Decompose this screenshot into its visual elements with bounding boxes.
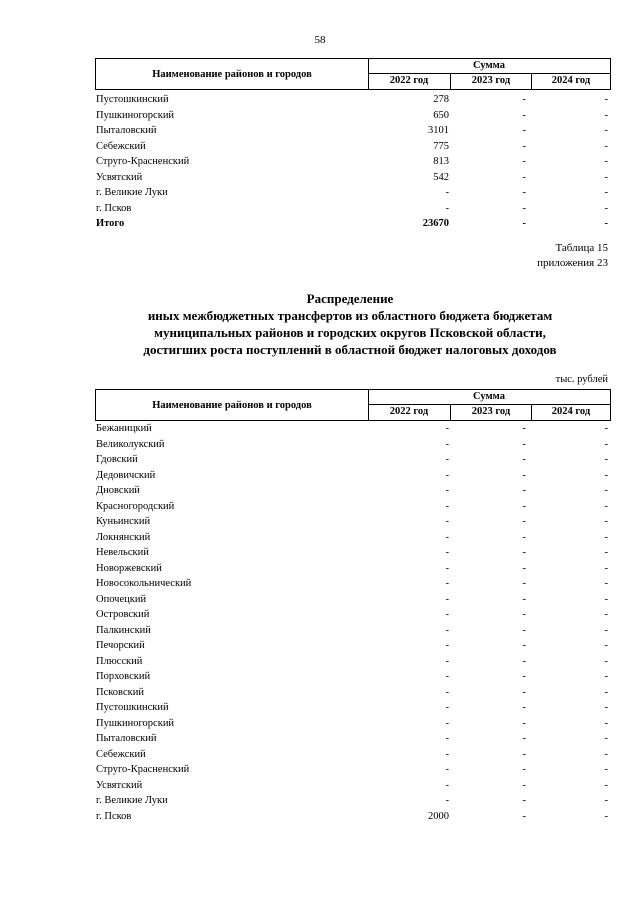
table-row	[96, 685, 610, 701]
value-2023: -	[522, 423, 526, 434]
row-name: Себежский	[96, 748, 146, 760]
table1-col-2023: 2023 год	[451, 74, 532, 89]
value-2024: -	[604, 171, 608, 183]
value-2023: -	[522, 640, 526, 651]
row-name: Пыталовский	[96, 733, 157, 744]
value-2024: -	[604, 438, 608, 450]
value-2023: -	[522, 795, 526, 806]
value-2023: -	[522, 469, 526, 481]
value-2023: -	[522, 125, 526, 136]
table-note-number: Таблица 15	[555, 242, 608, 254]
value-2024: -	[604, 218, 608, 229]
value-2023: -	[522, 547, 526, 558]
title-line: достигших роста поступлений в областной бюджет налоговых доходов	[143, 342, 557, 357]
value-2024: -	[604, 624, 608, 636]
value-2024: -	[604, 423, 608, 434]
table-row	[96, 700, 610, 716]
row-name: г. Великие Луки	[96, 187, 168, 198]
value-2022: -	[445, 609, 449, 620]
row-name: Пустошкинский	[96, 702, 169, 713]
value-2024: -	[604, 702, 608, 713]
value-2023: -	[522, 593, 526, 605]
value-2023: -	[522, 485, 526, 496]
value-2022: -	[445, 562, 449, 574]
row-name: Порховский	[96, 671, 151, 682]
value-2022: -	[445, 593, 449, 605]
table-row	[96, 92, 610, 108]
value-2022: -	[445, 547, 449, 558]
value-2022: -	[445, 655, 449, 667]
page-number: 58	[314, 34, 326, 46]
table-row	[96, 483, 610, 499]
value-2024: -	[604, 671, 608, 682]
table-row	[96, 108, 610, 124]
value-2022: 278	[433, 94, 449, 105]
table-row	[96, 592, 610, 608]
table2-header	[95, 389, 611, 421]
row-name: Усвятский	[96, 779, 143, 791]
value-2023: -	[522, 202, 526, 214]
value-2023: -	[522, 764, 526, 775]
total-row	[96, 216, 610, 232]
value-2022: -	[445, 640, 449, 651]
table-row	[96, 185, 610, 201]
row-name: Пустошкинский	[96, 94, 169, 105]
value-2022: 3101	[428, 125, 449, 136]
table-row	[96, 123, 610, 139]
table1-col-2024: 2024 год	[551, 75, 591, 86]
table-row	[96, 809, 610, 825]
value-2022: 775	[433, 140, 449, 152]
value-2023: -	[522, 218, 526, 229]
value-2023: -	[522, 156, 526, 167]
value-2022: -	[445, 454, 449, 465]
table-row	[96, 778, 610, 794]
table-row	[96, 731, 610, 747]
row-name: Палкинский	[96, 624, 151, 636]
value-2024: -	[604, 593, 608, 605]
value-2024: -	[604, 140, 608, 152]
table-row	[96, 530, 610, 546]
row-name: Невельский	[96, 547, 149, 558]
title-line: Распределение	[306, 291, 394, 306]
table-row	[96, 638, 610, 654]
table-row	[96, 514, 610, 530]
value-2024: -	[604, 94, 608, 105]
row-name: Струго-Красненский	[96, 764, 190, 775]
value-2023: -	[522, 779, 526, 791]
title-line: муниципальных районов и городских округов Псковской области,	[154, 325, 546, 340]
row-name: Дновский	[96, 485, 140, 496]
title-line: иных межбюджетных трансфертов из областного бюджета бюджетам	[147, 308, 553, 323]
value-2024: -	[604, 125, 608, 136]
row-name: Печорский	[96, 640, 145, 651]
table-row	[96, 421, 610, 437]
row-name: Пыталовский	[96, 125, 157, 136]
value-2023: -	[522, 187, 526, 198]
value-2022: -	[445, 469, 449, 481]
value-2023: -	[522, 171, 526, 183]
value-2024: -	[604, 578, 608, 589]
value-2022: -	[445, 686, 449, 698]
value-2023: -	[522, 140, 526, 152]
value-2023: -	[522, 94, 526, 105]
value-2023: -	[522, 109, 526, 121]
value-2024: -	[604, 531, 608, 543]
value-2023: -	[522, 810, 526, 822]
row-name: Локнянский	[96, 531, 151, 543]
value-2023: -	[522, 531, 526, 543]
value-2024: -	[604, 485, 608, 496]
table-row	[96, 154, 610, 170]
value-2023: -	[522, 686, 526, 698]
row-name: Себежский	[96, 140, 146, 152]
value-2022: -	[445, 624, 449, 636]
value-2022: 23670	[422, 218, 449, 229]
table1-body	[96, 92, 610, 232]
value-2022: -	[445, 779, 449, 791]
table-row	[96, 607, 610, 623]
value-2022: -	[445, 748, 449, 760]
value-2023: -	[522, 500, 526, 512]
value-2024: -	[604, 562, 608, 574]
value-2022: -	[445, 438, 449, 450]
row-name: Гдовский	[96, 454, 138, 465]
row-name: Бежаницкий	[96, 423, 152, 434]
table2-col-2024: 2024 год	[551, 406, 591, 417]
table-row	[96, 716, 610, 732]
table-note-appendix: приложения 23	[537, 257, 608, 269]
table-row	[96, 170, 610, 186]
table-row	[96, 576, 610, 592]
table2-col-2022: 2022 год	[368, 405, 451, 420]
value-2023: -	[522, 578, 526, 589]
row-name: г. Великие Луки	[96, 795, 168, 806]
value-2023: -	[522, 516, 526, 527]
row-name: Псковский	[96, 686, 144, 698]
table2-col-sum: Сумма	[368, 390, 610, 405]
value-2023: -	[522, 624, 526, 636]
value-2024: -	[604, 469, 608, 481]
value-2024: -	[604, 717, 608, 729]
value-2024: -	[604, 187, 608, 198]
value-2024: -	[604, 810, 608, 822]
value-2022: -	[445, 795, 449, 806]
row-name: Опочецкий	[96, 593, 147, 605]
value-2024: -	[604, 733, 608, 744]
value-2023: -	[522, 609, 526, 620]
value-2024: -	[604, 500, 608, 512]
value-2023: -	[522, 671, 526, 682]
value-2024: -	[604, 764, 608, 775]
table1-col-2022: 2022 год	[368, 74, 451, 89]
value-2023: -	[522, 655, 526, 667]
table-row	[96, 437, 610, 453]
value-2022: 542	[433, 171, 449, 183]
table-row	[96, 545, 610, 561]
table-row	[96, 499, 610, 515]
document-title	[60, 290, 640, 358]
value-2023: -	[522, 717, 526, 729]
value-2022: -	[445, 423, 449, 434]
value-2024: -	[604, 454, 608, 465]
row-name: Новосокольнический	[96, 578, 192, 589]
row-name: г. Псков	[96, 202, 132, 214]
table-row	[96, 561, 610, 577]
value-2022: -	[445, 202, 449, 214]
row-name: Островский	[96, 609, 150, 620]
table-row	[96, 623, 610, 639]
table1-col-name: Наименование районов и городов	[96, 59, 369, 89]
value-2024: -	[604, 547, 608, 558]
value-2022: -	[445, 500, 449, 512]
value-2024: -	[604, 748, 608, 760]
value-2024: -	[604, 109, 608, 121]
value-2024: -	[604, 609, 608, 620]
value-2024: -	[604, 795, 608, 806]
table-row	[96, 669, 610, 685]
value-2022: -	[445, 578, 449, 589]
value-2023: -	[522, 748, 526, 760]
value-2022: -	[445, 671, 449, 682]
table-row	[96, 468, 610, 484]
value-2024: -	[604, 202, 608, 214]
table-row	[96, 762, 610, 778]
row-name: Плюсский	[96, 655, 143, 667]
value-2023: -	[522, 733, 526, 744]
value-2024: -	[604, 516, 608, 527]
table2-col-2023: 2023 год	[451, 405, 532, 420]
table-row	[96, 747, 610, 763]
table2-col-name: Наименование районов и городов	[96, 390, 369, 420]
value-2022: -	[445, 733, 449, 744]
table2-body	[96, 421, 610, 824]
row-name: Пушкиногорский	[96, 717, 175, 729]
value-2023: -	[522, 562, 526, 574]
row-name: Великолукский	[96, 438, 165, 450]
value-2023: -	[522, 454, 526, 465]
value-2023: -	[522, 702, 526, 713]
value-2022: -	[445, 717, 449, 729]
row-name: Дедовичский	[96, 469, 156, 481]
row-name: Усвятский	[96, 171, 143, 183]
value-2022: 2000	[428, 810, 449, 822]
table1-header	[95, 58, 611, 90]
unit-label: тыс. рублей	[555, 374, 608, 385]
value-2024: -	[604, 156, 608, 167]
value-2024: -	[604, 640, 608, 651]
row-name: Новоржевский	[96, 562, 162, 574]
value-2022: -	[445, 702, 449, 713]
value-2022: 650	[433, 109, 449, 121]
table-row	[96, 654, 610, 670]
value-2022: 813	[433, 156, 449, 167]
table1-col-sum: Сумма	[368, 59, 610, 74]
value-2024: -	[604, 779, 608, 791]
row-name: Пушкиногорский	[96, 109, 175, 121]
row-name: Куньинский	[96, 516, 151, 527]
row-name: г. Псков	[96, 810, 132, 822]
value-2022: -	[445, 485, 449, 496]
value-2022: -	[445, 516, 449, 527]
table-note	[537, 241, 608, 271]
value-2024: -	[604, 686, 608, 698]
row-name: Струго-Красненский	[96, 156, 190, 167]
row-name: Итого	[96, 218, 125, 229]
value-2022: -	[445, 764, 449, 775]
table-row	[96, 201, 610, 217]
table-row	[96, 452, 610, 468]
value-2024: -	[604, 655, 608, 667]
table-row	[96, 139, 610, 155]
table-row	[96, 793, 610, 809]
value-2023: -	[522, 438, 526, 450]
row-name: Красногородский	[96, 500, 175, 512]
value-2022: -	[445, 187, 449, 198]
value-2022: -	[445, 531, 449, 543]
